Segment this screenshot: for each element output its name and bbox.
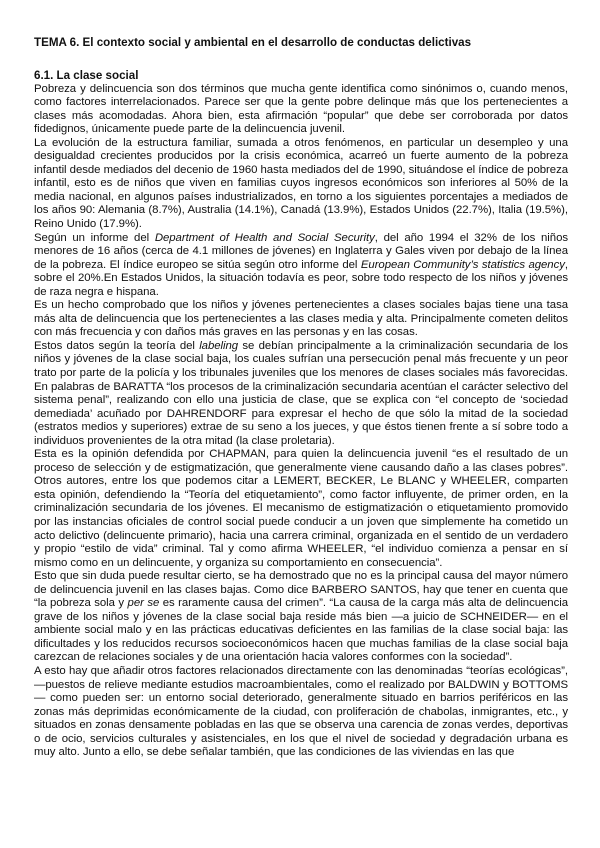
per-se-italic: per se [127, 597, 160, 610]
paragraph-ecological-theories: A esto hay que añadir otros factores relacionados directamente con las denominadas “teorías ecológicas”, —puestos de relieve mediante estudios macroambientales, como el realizado por BALDWIN y BOTTOMS— como pueden ser: un entorno social deteriorado, generalmente situado en barrios periféricos en las zonas más deprimidas económicamente de la ciudad, con proliferación de chabolas, inmigrantes, etc., y situados en zonas densamente pobladas en las que se observa una carencia de zonas verdes, deportivas o de ocio, servicios culturales y asistenciales, en los que el nivel de sociedad y degradación urbana es muy alto. Junto a ello, se debe señalar también, que las condiciones de las viviendas en las que [34, 665, 568, 759]
paragraph-health-report [34, 232, 568, 300]
text-run: Estos datos según la teoría del [34, 339, 200, 352]
paragraph-lower-class-rate: Es un hecho comprobado que los niños y jóvenes pertenecientes a clases sociales bajas tiene una tasa más alta de delincuencia que los pertenecientes a las clases media y alta. Principalmente cometen delitos con más frecuencia y con daños más graves en las personas y en las cosas. [34, 299, 568, 339]
paragraph-family-structure: La evolución de la estructura familiar, sumada a otros fenómenos, en particular un desempleo y una desigualdad crecientes producidos por la crisis económica, acarreó un fuerte aumento de la pobreza infantil desde mediados del decenio de 1960 hasta mediados del de 1990, situándose el índice de pobreza infantil, esto es de niños que viven en familias cuyos ingresos económicos son inferiores al 50% de la media nacional, en algunos países industrializados, en torno a los siguientes porcentajes a mediados de los años 90: Alemania (8.7%), Australia (14.1%), Canadá (13.9%), Estados Unidos (22.7%), Italia (19.5%), Reino Unido (17.9%). [34, 136, 568, 230]
text-run: Según un informe del [34, 231, 155, 244]
text-run: , sobre el 20%.En Estados Unidos, la situación todavía es peor, sobre todo respecto de los niños y jóvenes de raza negra e hispana. [34, 258, 568, 298]
paragraph-poverty-delinquency: Pobreza y delincuencia son dos términos que mucha gente identifica como sinónimos o, cuando menos, como factores interrelacionados. Parece ser que la gente pobre delinque más que los pertenecientes a clases más acomodadas. Ahora bien, esta afirmación “popular” que debe ser corroborada por datos fidedignos, únicamente puede parte de la delincuencia juvenil. [34, 82, 568, 136]
paragraph-chapman-opinion: Esta es la opinión defendida por CHAPMAN, para quien la delincuencia juvenil “es el resultado de un proceso de selección y de estigmatización, que generalmente viene causando daño a las clases pobres”. Otros autores, entre los que podemos citar a LEMERT, BECKER, Le BLANC y WHEELER, comparten esta opinión, defendiendo la “Teoría del etiquetamiento”, como factor influyente, de primer orden, en la criminalización secundaria de los jóvenes. El mecanismo de estigmatización o etiquetamiento promovido por las instancias oficiales de control social puede conducir a un joven que simplemente ha cometido un acto delictivo (delincuente primario), hacia una carrera criminal, organizada en el sentido de un verdadero y propio “estilo de vida” criminal. Tal y como afirma WHEELER, “el individuo comienza a pensar en sí mismo como en un delincuente, y organiza su comportamiento en consecuencia”. [34, 448, 568, 569]
document-page [34, 36, 568, 760]
labeling-term-italic: labeling [199, 339, 239, 352]
report-name-italic: Department of Health and Social Security [154, 231, 375, 244]
text-run: es raramente causa del crimen”. “La causa de la carga más alta de delincuencia grave de los niños y jóvenes de la clase social baja reside más bien —a juicio de SCHNEIDER— en el ambiente social malo y en las prácticas educativas deficientes en las familias de la clase social baja: las dificultades y los reducidos recursos socioeconómicos hacen que muchas familias de la clase social baja carezcan de relaciones sociales y de una orientación hacia valores conformes con la sociedad”. [34, 597, 569, 664]
paragraph-labeling-theory [34, 340, 568, 448]
text-run: Esto que sin duda puede resultar cierto, se ha demostrado que no es la principal causa del mayor número de delincuencia juvenil en las clases bajas. Como dice BARBERO SANTOS, hay que tener en cuenta que “la pobreza sola y [34, 570, 568, 610]
text-run: se debían principalmente a la criminalización secundaria de los niños y jóvenes de la clase social baja, los cuales sufrían una persecución penal más frecuente y un peor trato por parte de la policía y los tribunales juveniles que los menores de clases sociales más favorecidas. En palabras de BARATTA “los procesos de la criminalización secundaria acentúan el carácter selectivo del sistema penal”, realizando con ello una justicia de clase, que se explica con “el concepto de ‘sociedad demediada’ acuñado por DAHRENDORF para expresar el hecho de que sólo la mitad de la sociedad (estratos medios y superiores) extrae de su seno a los jueces, y que éstos tienen frente a sí sobre todo a individuos provenientes de la otra mitad (la clase proletaria). [34, 339, 568, 447]
text-run: , del año 1994 el 32% de los niños menores de 16 años (cerca de 4.1 millones de jóvenes) en Inglaterra y Gales viven por debajo de la línea de la pobreza. El índice europeo se sitúa según otro informe del [34, 231, 569, 271]
section-heading: 6.1. La clase social [34, 69, 139, 82]
agency-name-italic: European Community’s statistics agency [360, 258, 565, 271]
paragraph-barbero-santos [34, 570, 568, 665]
document-title: TEMA 6. El contexto social y ambiental en el desarrollo de conductas delictivas [34, 36, 472, 49]
